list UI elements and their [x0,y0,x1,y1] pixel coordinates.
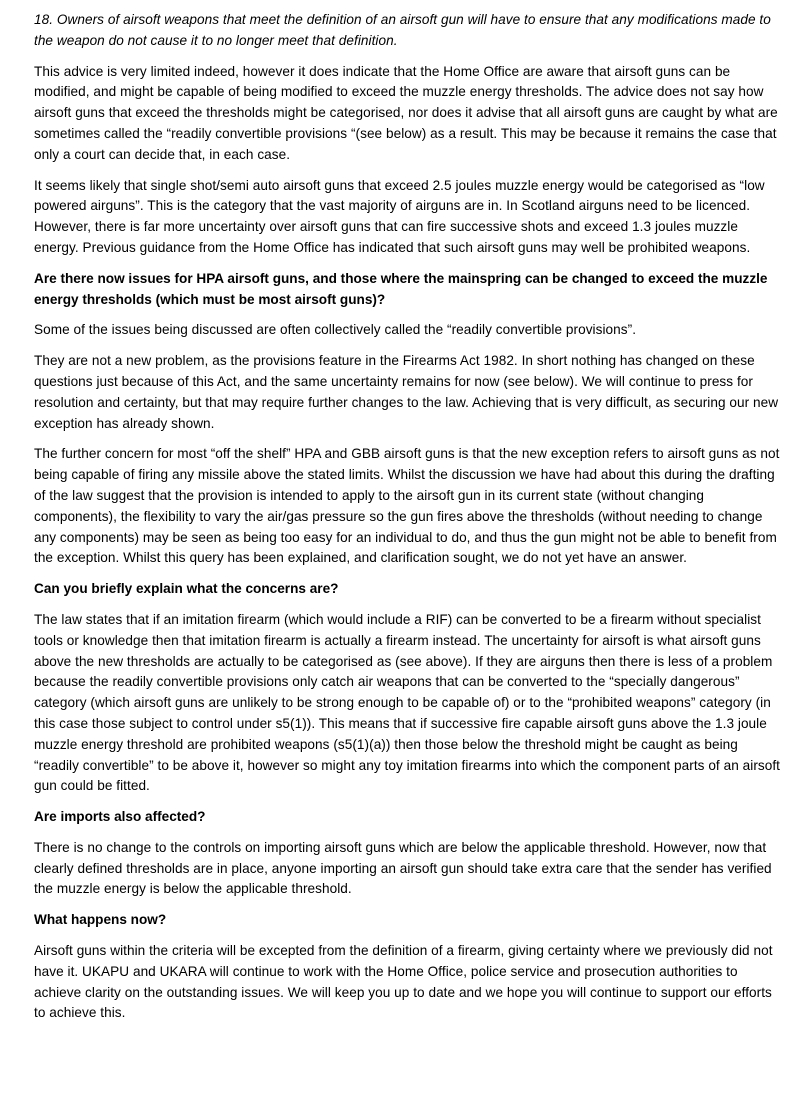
heading-hpa-issues: Are there now issues for HPA airsoft guns, and those where the mainspring can be changed to exceed the muzzle energy thresholds (which must be most airsoft guns)? [34,270,768,307]
document-page [34,10,784,1034]
quoted-guidance-item-18: 18. Owners of airsoft weapons that meet the definition of an airsoft gun will have to ensure that any modifications made to the weapon do not cause it to no longer meet that definition. [34,12,771,48]
paragraph-home-office-advice: This advice is very limited indeed, however it does indicate that the Home Office are aware that airsoft guns can be modified, and might be capable of being modified to exceed the muzzle energy thresholds. The advice does not say how airsoft guns that exceed the thresholds might be categorised, nor does it advise that all airsoft guns are caught by what are sometimes called the “readily convertible provisions “(see below) as a result. This may be because it remains the case that only a court can decide that, in each case. [34,63,778,162]
heading-concerns: Can you briefly explain what the concerns are? [34,581,339,597]
paragraph-imports: There is no change to the controls on importing airsoft guns which are below the applicable threshold. However, now that clearly defined thresholds are in place, anyone importing an airsoft gun should take extra care that the sender has verified the muzzle energy is below the applicable threshold. [34,839,772,897]
heading-imports: Are imports also affected? [34,809,206,825]
paragraph-law-states: The law states that if an imitation firearm (which would include a RIF) can be converted to be a firearm without specialist tools or knowledge then that imitation firearm is actually a firearm instead. The uncertainty for airsoft is what airsoft guns above the new thresholds are actually to be categorised as (see above). If they are airguns then there is less of a problem because the readily convertible provisions only catch air weapons that can be converted to the “specially dangerous” category (which airsoft guns are unlikely to be strong enough to be capable of) or to the “prohibited weapons” category (in this case those subject to control under s5(1)). This means that if successive fire capable airsoft guns above the 1.3 joule muzzle energy threshold are prohibited weapons (s5(1)(a)) then those below the threshold might be caught as being “readily convertible” to be above it, however so might any toy imitation firearms into which the component parts of an airsoft gun could be fitted. [34,611,781,794]
heading-what-happens-now: What happens now? [34,912,167,928]
paragraph-low-powered-airguns: It seems likely that single shot/semi auto airsoft guns that exceed 2.5 joules muzzle energy would be categorised as “low powered airguns”. This is the category that the vast majority of airguns are in. In Scotland airguns need to be licenced. However, there is far more uncertainty over airsoft guns that can fire successive shots and exceed 1.3 joules muzzle energy. Previous guidance from the Home Office has indicated that such airsoft guns may well be prohibited weapons. [34,177,765,255]
paragraph-readily-convertible: Some of the issues being discussed are often collectively called the “readily convertible provisions”. [34,322,637,338]
paragraph-further-concern: The further concern for most “off the shelf” HPA and GBB airsoft guns is that the new exception refers to airsoft guns as not being capable of firing any missile above the stated limits. Whilst the discussion we have had about this during the drafting of the law suggest that the provision is intended to apply to the airsoft gun in its current state (without changing components), the flexibility to vary the air/gas pressure so the gun fires above the thresholds (without needing to change any components) may be seen as being too easy for an individual to do, and thus the gun might not be able to benefit from the exception. Whilst this query has been explained, and clarification sought, we do not yet have an answer. [34,446,780,566]
paragraph-not-new-problem: They are not a new problem, as the provisions feature in the Firearms Act 1982. In short nothing has changed on these questions just because of this Act, and the same uncertainty remains for now (see below). We will continue to press for resolution and certainty, but that may require further changes to the law. Achieving that is very difficult, as securing our new exception has already shown. [34,353,779,431]
paragraph-what-happens-now: Airsoft guns within the criteria will be excepted from the definition of a firearm, giving certainty where we previously did not have it. UKAPU and UKARA will continue to work with the Home Office, police service and prosecution authorities to achieve clarity on the outstanding issues. We will keep you up to date and we hope you will continue to support our efforts to achieve this. [34,943,773,1021]
